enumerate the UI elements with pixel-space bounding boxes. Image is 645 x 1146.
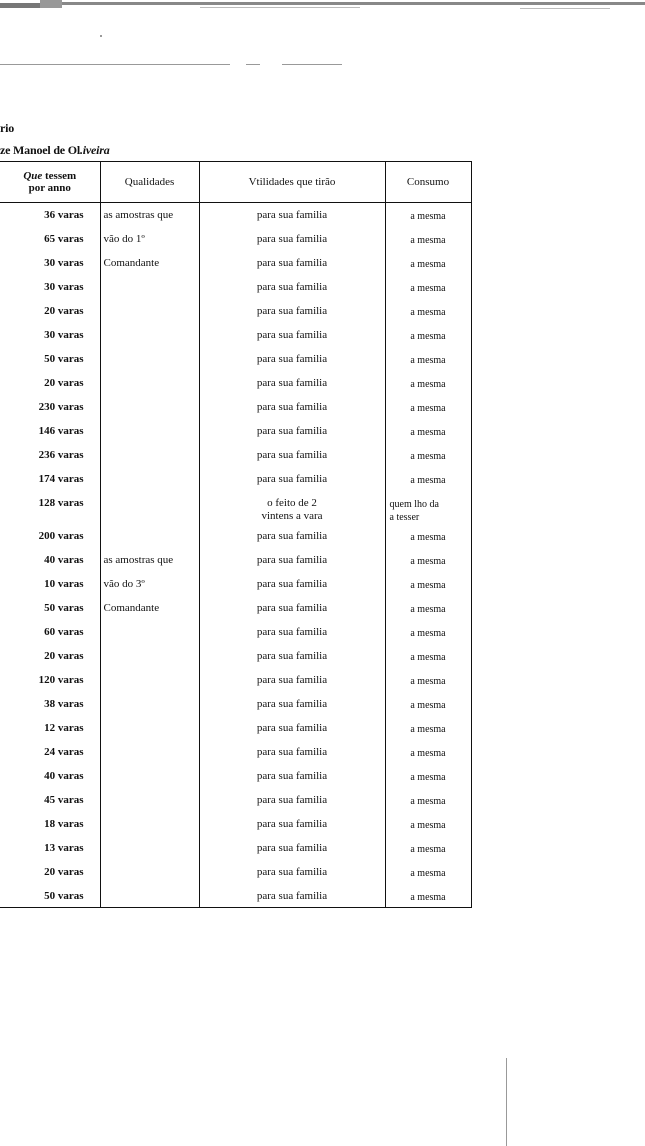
cell-utility: para sua familia [199, 347, 385, 371]
table-row [0, 371, 471, 395]
cell-qualities [100, 299, 199, 323]
cell-quantity: 120 varas [0, 668, 100, 692]
cell-quantity: 38 varas [0, 692, 100, 716]
cell-consumption: a mesma [385, 596, 471, 620]
cell-consumption: a mesma [385, 668, 471, 692]
cell-utility-line: vintens a vara [261, 509, 323, 522]
cell-utility: para sua familia [199, 227, 385, 251]
table-row [0, 812, 471, 836]
table-row [0, 347, 471, 371]
cell-utility: para sua familia [199, 251, 385, 275]
cell-qualities [100, 764, 199, 788]
table-row [0, 884, 471, 908]
cell-qualities [100, 740, 199, 764]
table-row [0, 644, 471, 668]
cell-utility: para sua familia [199, 884, 385, 908]
cell-qualities [100, 419, 199, 443]
cell-quantity: 65 varas [0, 227, 100, 251]
cell-qualities [100, 644, 199, 668]
cell-consumption: a mesma [385, 740, 471, 764]
cell-consumption: a mesma [385, 620, 471, 644]
cell-quantity: 12 varas [0, 716, 100, 740]
margin-rule [506, 1058, 507, 1146]
cell-qualities: Comandante [100, 596, 199, 620]
table-row [0, 299, 471, 323]
table-row [0, 203, 471, 227]
cell-consumption: a mesma [385, 764, 471, 788]
cell-quantity: 20 varas [0, 371, 100, 395]
table-row [0, 788, 471, 812]
cell-utility: para sua familia [199, 548, 385, 572]
cell-utility: para sua familia [199, 371, 385, 395]
cell-qualities: vão do 1º [100, 227, 199, 251]
table-row [0, 692, 471, 716]
cell-quantity: 30 varas [0, 275, 100, 299]
scan-edge [0, 0, 645, 12]
cell-consumption: a mesma [385, 275, 471, 299]
cell-qualities [100, 884, 199, 908]
cell-utility: para sua familia [199, 467, 385, 491]
table-row [0, 548, 471, 572]
table-row [0, 764, 471, 788]
header-utility: Vtilidades que tirão [199, 162, 385, 203]
cell-consumption: a mesma [385, 644, 471, 668]
cell-utility: para sua familia [199, 620, 385, 644]
cell-consumption: a mesma [385, 227, 471, 251]
cell-consumption: a mesma [385, 347, 471, 371]
cell-utility: para sua familia [199, 299, 385, 323]
header-quantity: Que tessem por anno [0, 162, 100, 203]
cell-consumption-line: quem lho da [389, 498, 439, 510]
table-row [0, 467, 471, 491]
cell-consumption: a mesma [385, 860, 471, 884]
cell-utility: para sua familia [199, 572, 385, 596]
cell-consumption: a mesma [385, 716, 471, 740]
scan-speck [100, 35, 102, 37]
table-row [0, 323, 471, 347]
cell-utility: para sua familia [199, 860, 385, 884]
cell-consumption: a mesma [385, 836, 471, 860]
cell-qualities [100, 347, 199, 371]
cell-consumption: a mesma [385, 323, 471, 347]
cell-quantity: 40 varas [0, 548, 100, 572]
cell-utility: para sua familia [199, 716, 385, 740]
table-row [0, 275, 471, 299]
cell-qualities [100, 443, 199, 467]
cell-consumption [385, 491, 471, 524]
cell-qualities [100, 788, 199, 812]
cell-quantity: 30 varas [0, 251, 100, 275]
cell-quantity: 20 varas [0, 644, 100, 668]
cell-consumption: a mesma [385, 299, 471, 323]
table-row [0, 668, 471, 692]
cell-consumption: a mesma [385, 395, 471, 419]
cell-qualities: as amostras que [100, 548, 199, 572]
cell-quantity: 45 varas [0, 788, 100, 812]
table-row [0, 860, 471, 884]
cell-utility: para sua familia [199, 668, 385, 692]
cell-utility: para sua familia [199, 419, 385, 443]
cell-utility: para sua familia [199, 275, 385, 299]
table-header-row [0, 162, 471, 203]
cell-utility: para sua familia [199, 395, 385, 419]
cell-quantity: 200 varas [0, 524, 100, 548]
cell-qualities [100, 812, 199, 836]
divider [0, 64, 230, 65]
cell-qualities [100, 620, 199, 644]
heading-line-1: rio [0, 121, 15, 135]
cell-utility: para sua familia [199, 788, 385, 812]
cell-quantity: 40 varas [0, 764, 100, 788]
cell-quantity: 36 varas [0, 203, 100, 227]
table-row [0, 596, 471, 620]
table-row [0, 419, 471, 443]
cell-quantity: 60 varas [0, 620, 100, 644]
cell-utility: para sua familia [199, 644, 385, 668]
table-row [0, 716, 471, 740]
cell-consumption: a mesma [385, 788, 471, 812]
cell-consumption-line: a tesser [389, 511, 420, 523]
cell-consumption: a mesma [385, 524, 471, 548]
table-row [0, 251, 471, 275]
cell-utility: para sua familia [199, 764, 385, 788]
table-row [0, 740, 471, 764]
cell-qualities [100, 467, 199, 491]
cell-quantity: 236 varas [0, 443, 100, 467]
cell-quantity: 10 varas [0, 572, 100, 596]
cell-utility: para sua familia [199, 323, 385, 347]
table-row [0, 443, 471, 467]
table-row [0, 395, 471, 419]
cell-qualities [100, 692, 199, 716]
cell-utility: para sua familia [199, 524, 385, 548]
cell-qualities: Comandante [100, 251, 199, 275]
cell-quantity: 50 varas [0, 347, 100, 371]
cell-qualities [100, 323, 199, 347]
cell-utility: para sua familia [199, 203, 385, 227]
cell-qualities [100, 860, 199, 884]
cell-quantity: 50 varas [0, 884, 100, 908]
table-row [0, 620, 471, 644]
cell-quantity: 24 varas [0, 740, 100, 764]
cell-consumption: a mesma [385, 371, 471, 395]
heading-line-2: ze Manoel de Ol.iveira [0, 143, 110, 157]
table-row [0, 524, 471, 548]
table-row [0, 491, 471, 524]
cell-utility: para sua familia [199, 692, 385, 716]
cell-quantity: 146 varas [0, 419, 100, 443]
cell-quantity: 50 varas [0, 596, 100, 620]
cell-utility: para sua familia [199, 812, 385, 836]
header-qualities: Qualidades [100, 162, 199, 203]
cell-quantity: 230 varas [0, 395, 100, 419]
cell-utility [199, 491, 385, 524]
cell-qualities [100, 491, 199, 524]
cell-utility-line: o feito de 2 [267, 496, 317, 509]
cell-utility: para sua familia [199, 836, 385, 860]
cell-utility: para sua familia [199, 596, 385, 620]
cell-quantity: 30 varas [0, 323, 100, 347]
cell-consumption: a mesma [385, 812, 471, 836]
table-row [0, 836, 471, 860]
cell-quantity: 18 varas [0, 812, 100, 836]
cell-quantity: 20 varas [0, 860, 100, 884]
cell-consumption: a mesma [385, 884, 471, 908]
cell-qualities: as amostras que [100, 203, 199, 227]
cell-quantity: 174 varas [0, 467, 100, 491]
cell-consumption: a mesma [385, 203, 471, 227]
cell-consumption: a mesma [385, 251, 471, 275]
cell-qualities [100, 524, 199, 548]
cell-utility: para sua familia [199, 740, 385, 764]
header-consumption: Consumo [385, 162, 471, 203]
cell-quantity: 128 varas [0, 491, 100, 524]
cell-qualities: vão do 3º [100, 572, 199, 596]
cell-consumption: a mesma [385, 419, 471, 443]
cell-qualities [100, 275, 199, 299]
divider [246, 64, 260, 65]
cell-utility: para sua familia [199, 443, 385, 467]
table-row [0, 572, 471, 596]
cell-consumption: a mesma [385, 572, 471, 596]
divider [282, 64, 342, 65]
cell-qualities [100, 371, 199, 395]
cell-consumption: a mesma [385, 443, 471, 467]
cell-qualities [100, 668, 199, 692]
cell-qualities [100, 395, 199, 419]
table-row [0, 227, 471, 251]
cell-qualities [100, 836, 199, 860]
cell-consumption: a mesma [385, 467, 471, 491]
cell-consumption: a mesma [385, 548, 471, 572]
cell-consumption: a mesma [385, 692, 471, 716]
cell-quantity: 13 varas [0, 836, 100, 860]
cell-quantity: 20 varas [0, 299, 100, 323]
cell-qualities [100, 716, 199, 740]
ledger-table [0, 161, 472, 908]
